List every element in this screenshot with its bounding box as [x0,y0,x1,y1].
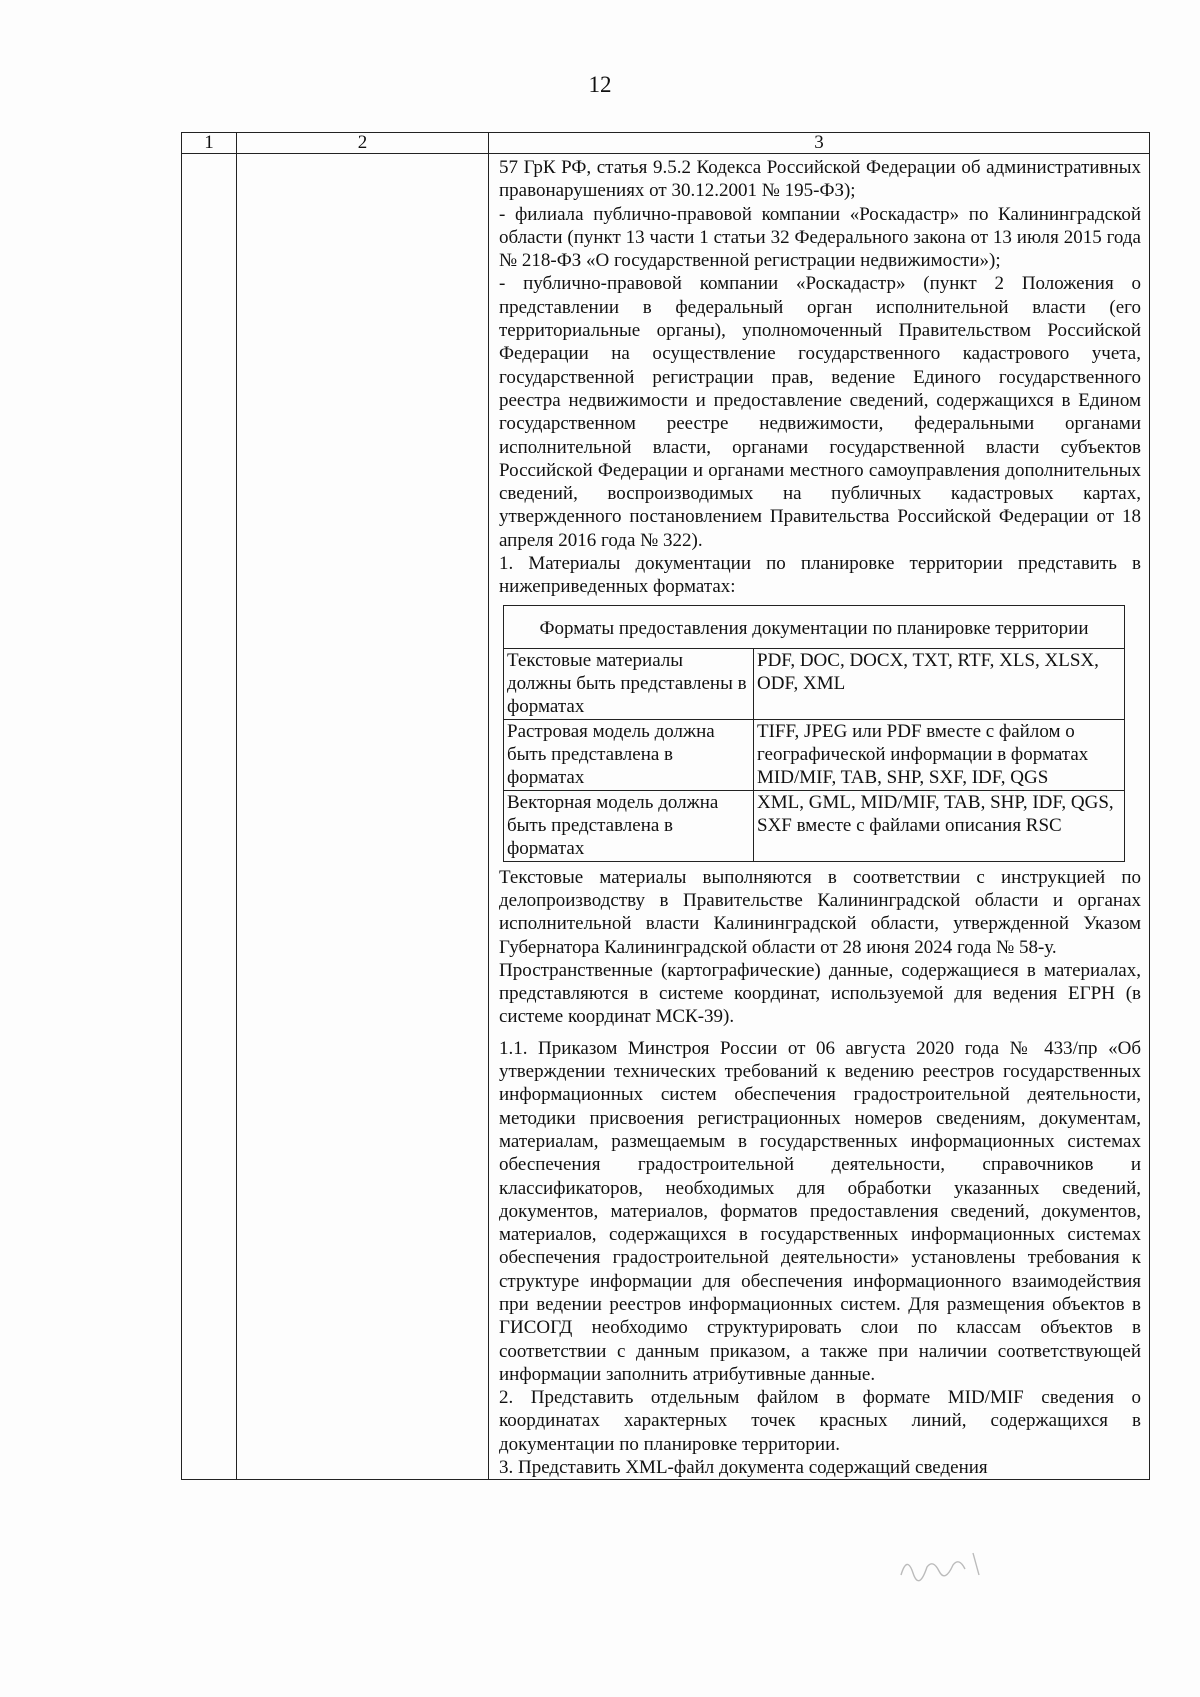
format-value: XML, GML, MID/MIF, TAB, SHP, IDF, QGS, SXF вместе с файлами описания RSC [754,790,1125,861]
paragraph: - публично-правовой компании «Роскадастр» (пункт 2 Положения о представлении в федеральный орган исполнительной власти (его территориальные органы), уполномоченный Правительством Российской Федерации на осуществление государственного кадастрового учета, государственной регистрации прав, ведение Единого государственного реестра недвижимости и предоставление сведений, содержащихся в Едином государственном реестре недвижимости, федеральными органами исполнительной власти, органами государственной власти субъектов Российской Федерации и органами местного самоуправления дополнительных сведений, воспроизводимых на публичных кадастровых картах, утвержденного постановлением Правительства Российской Федерации от 18 апреля 2016 года № 322). [499,273,1141,551]
column-2-cell [237,154,489,1480]
format-value: PDF, DOC, DOCX, TXT, RTF, XLS, XLSX, ODF, XML [754,648,1125,719]
formats-table-row [504,719,1125,790]
format-label: Растровая модель должна быть представлена в форматах [504,719,754,790]
column-1-header: 1 [182,133,237,154]
initials-mark [893,1545,993,1585]
column-1-cell [182,154,237,1480]
paragraph: 2. Представить отдельным файлом в формате MID/MIF сведения о координатах характерных точек красных линий, содержащихся в документации по планировке территории. [499,1387,1141,1455]
table-header-row [182,133,1150,154]
column-3-cell [489,154,1150,1480]
formats-table-row [504,790,1125,861]
formats-table [503,605,1125,862]
paragraph: 1. Материалы документации по планировке территории представить в нижеприведенных форматах: [499,553,1141,598]
column-2-header: 2 [237,133,489,154]
paragraph: Текстовые материалы выполняются в соответствии с инструкцией по делопроизводству в Правительстве Калининградской области и органах исполнительной власти Калининградской области, утвержденной Указом Губернатора Калининградской области от 28 июня 2024 года № 58-у. [499,866,1141,958]
paragraph: 1.1. Приказом Минстроя России от 06 августа 2020 года № 433/пр «Об утверждении технических требований к ведению реестров государственных информационных систем обеспечения градостроительной деятельности, методики присвоения регистрационных номеров сведениям, документам, материалам, размещаемым в государственных информационных системах обеспечения градостроительной деятельности, справочников и классификаторов, необходимых для обработки указанных сведений, документов, материалов, форматов предоставления сведений, документов, материалов, содержащихся в государственных информационных системах обеспечения градостроительной деятельности» установлены требования к структуре информации для обеспечения информационного взаимодействия при ведении реестров информационных систем. Для размещения объектов в ГИСОГД необходимо структурировать слои по классам объектов в соответствии с данным приказом, а также при наличии соответствующей информации заполнить атрибутивные данные. [499,1037,1141,1385]
page-number: 12 [588,72,612,97]
column-3-header: 3 [489,133,1150,154]
format-label: Векторная модель должна быть представлена в форматах [504,790,754,861]
document-table [181,132,1150,1480]
paragraph: 57 ГрК РФ, статья 9.5.2 Кодекса Российской Федерации об административных правонарушениях от 30.12.2001 № 195-ФЗ); [499,157,1141,202]
paragraph: - филиала публично-правовой компании «Роскадастр» по Калининградской области (пункт 13 части 1 статьи 32 Федерального закона от 13 июля 2015 года № 218-ФЗ «О государственной регистрации недвижимости»); [499,203,1141,272]
formats-table-caption-row [504,605,1125,648]
format-label: Текстовые материалы должны быть представлены в форматах [504,648,754,719]
formats-table-row [504,648,1125,719]
paragraph: Пространственные (картографические) данные, содержащиеся в материалах, представляются в системе координат, используемой для ведения ЕГРН (в системе координат МСК-39). [499,959,1141,1028]
formats-table-caption: Форматы предоставления документации по планировке территории [504,605,1125,648]
format-value: TIFF, JPEG или PDF вместе с файлом о географической информации в форматах MID/MIF, TAB, SHP, SXF, IDF, QGS [754,719,1125,790]
content-row [182,154,1150,1480]
paragraph: 3. Представить XML-файл документа содержащий сведения [499,1457,988,1479]
